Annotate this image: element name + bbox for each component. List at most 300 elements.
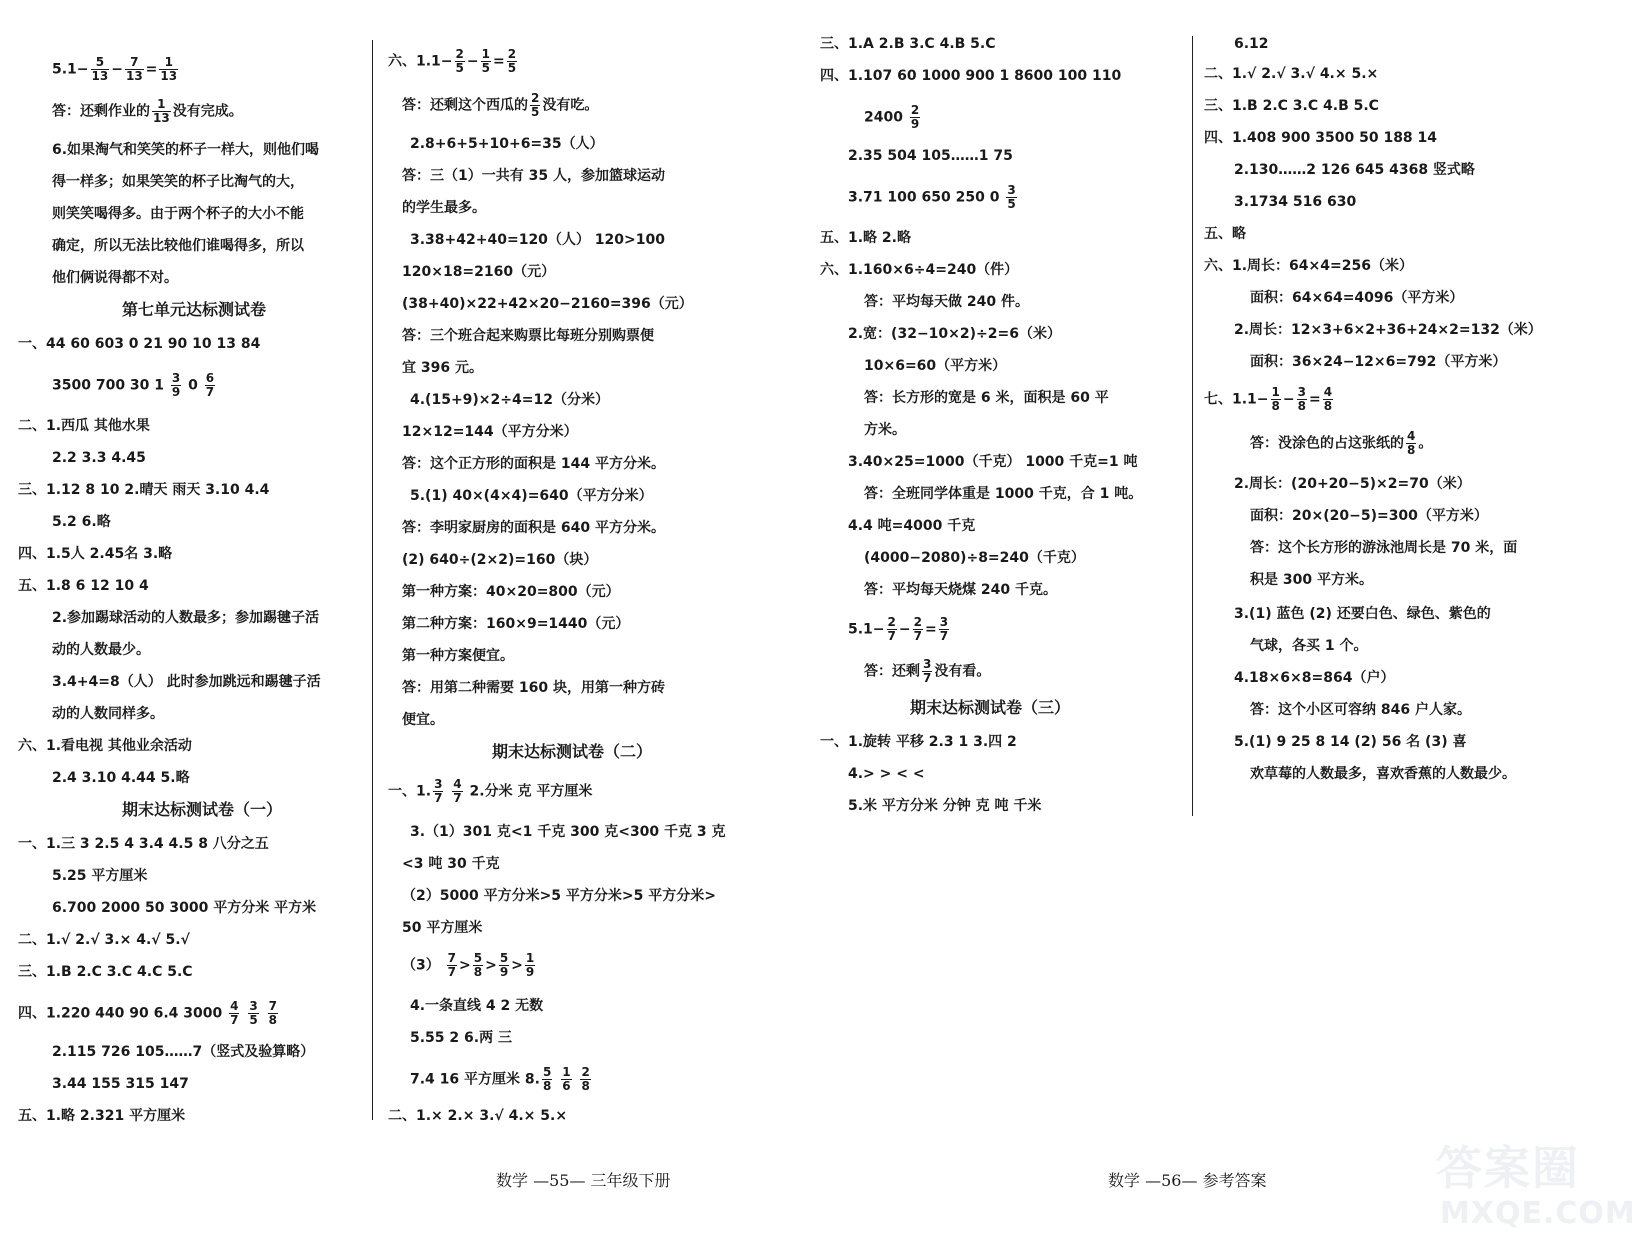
answer-text: 六、1.1− <box>388 53 453 70</box>
answer-line <box>402 422 578 442</box>
fraction <box>910 104 920 131</box>
answer-line <box>1204 256 1413 276</box>
answer-line <box>864 548 1085 568</box>
fraction <box>1323 386 1333 413</box>
watermark <box>1436 1132 1636 1238</box>
answer-text: 五、1.略 2.321 平方厘米 <box>18 1108 186 1124</box>
fraction <box>447 952 457 979</box>
answer-text: 2.130……2 126 645 4368 竖式略 <box>1234 162 1475 178</box>
answer-text: − <box>1282 391 1295 408</box>
answer-text: 3.4+4=8（人） 此时参加跳远和踢毽子活 <box>52 674 321 690</box>
answer-line <box>402 952 537 979</box>
answer-line <box>1234 192 1356 212</box>
answer-text: 3.44 155 315 147 <box>52 1076 189 1092</box>
fraction-numerator: 3 <box>923 657 932 671</box>
fraction <box>922 658 932 685</box>
fraction-denominator: 5 <box>507 61 517 75</box>
answer-text: 四、1.5人 2.45名 3.略 <box>18 546 173 562</box>
answer-text: 面积：64×64=4096（平方米） <box>1250 290 1464 306</box>
answer-text: 3.(1) 蓝色 (2) 还要白色、绿色、紫色的 <box>1234 606 1491 622</box>
fraction-numerator: 3 <box>249 999 258 1013</box>
answer-line <box>1204 224 1246 244</box>
fraction <box>887 616 897 643</box>
answer-text: 期末达标测试卷（二） <box>492 742 653 761</box>
answer-text: − <box>898 621 911 638</box>
answer-text: − <box>466 53 479 70</box>
answer-text: 三、1.12 8 10 2.晴天 雨天 3.10 4.4 <box>18 482 270 498</box>
answer-line <box>848 146 1013 166</box>
fraction-denominator: 8 <box>1271 399 1280 413</box>
fraction-denominator: 9 <box>910 117 920 131</box>
answer-line <box>52 98 243 125</box>
answer-line <box>52 372 217 399</box>
answer-line <box>820 260 1018 280</box>
answer-line <box>848 616 951 643</box>
answer-text: 3.71 100 650 250 0 <box>848 189 1005 206</box>
answer-text: 5.1− <box>848 621 885 638</box>
answer-text: 一、1.三 3 2.5 4 3.4 4.5 8 八分之五 <box>18 836 269 852</box>
answer-text: 答：长方形的宽是 6 米，面积是 60 平 <box>864 390 1109 406</box>
fraction-numerator: 2 <box>455 47 464 61</box>
answer-text <box>445 784 450 800</box>
answer-line <box>1234 474 1471 494</box>
section-title <box>122 300 266 320</box>
answer-text: 5.2 6.略 <box>52 514 111 530</box>
answer-text: > <box>485 957 497 974</box>
answer-line <box>18 416 150 436</box>
fraction-denominator: 8 <box>473 965 483 979</box>
answer-line <box>402 198 486 218</box>
answer-text: = <box>492 53 505 70</box>
answer-line <box>864 580 1057 600</box>
answer-text: 没有完成。 <box>172 103 243 120</box>
answer-text: 二、1.西瓜 其他水果 <box>18 418 150 434</box>
answer-text: 答：还剩这个西瓜的 <box>402 97 528 114</box>
answer-text: 7.4 16 平方厘米 8. <box>410 1071 540 1088</box>
answer-line <box>848 184 1019 211</box>
answer-line <box>402 918 482 938</box>
footer-left: 数学 —55— 三年级下册 <box>496 1171 671 1190</box>
fraction <box>248 1000 258 1027</box>
answer-line <box>18 1000 280 1027</box>
fraction-denominator: 5 <box>531 105 540 119</box>
answer-line <box>864 292 1029 312</box>
answer-text: 动的人数同样多。 <box>52 706 164 722</box>
fraction-denominator: 13 <box>153 111 170 125</box>
answer-text: 面积：36×24−12×6=792（平方米） <box>1250 354 1507 370</box>
answer-text: 3.38+42+40=120（人） 120>100 <box>410 232 665 248</box>
answer-text: 第一种方案：40×20=800（元） <box>402 584 620 600</box>
answer-text: 4.18×6×8=864（户） <box>1234 670 1395 686</box>
answer-text: 宜 396 元。 <box>402 360 483 376</box>
answer-line <box>402 646 514 666</box>
answer-text: 5.(1) 40×(4×4)=640（平方分米） <box>410 488 653 504</box>
fraction-numerator: 1 <box>1271 385 1280 399</box>
answer-text: <3 吨 30 千克 <box>402 856 500 872</box>
answer-text: 四、1.408 900 3500 50 188 14 <box>1204 130 1438 146</box>
answer-line <box>402 92 598 119</box>
answer-text: = <box>1308 391 1321 408</box>
fraction-denominator: 7 <box>434 791 443 805</box>
answer-line <box>1250 764 1516 784</box>
fraction-numerator: 1 <box>159 56 178 70</box>
answer-line <box>848 796 1041 816</box>
fraction-denominator: 5 <box>481 61 490 75</box>
answer-text: 2.宽：(32−10×2)÷2=6（米） <box>848 326 1061 342</box>
fraction-numerator: 1 <box>525 951 535 965</box>
answer-line <box>1234 732 1466 752</box>
fraction <box>159 56 178 83</box>
answer-line <box>820 228 911 248</box>
answer-text: 确定，所以无法比较他们谁喝得多，所以 <box>52 238 304 254</box>
answer-line <box>1250 430 1432 457</box>
fraction-denominator: 7 <box>230 1013 239 1027</box>
answer-text: 三、1.B 2.C 3.C 4.C 5.C <box>18 964 193 980</box>
fraction-numerator: 4 <box>1407 429 1416 443</box>
answer-text: 六、1.160×6÷4=240（件） <box>820 262 1019 278</box>
answer-line <box>402 454 665 474</box>
fraction <box>530 92 540 119</box>
watermark-text: 答案圈 <box>1436 1141 1580 1195</box>
answer-text: 二、1.√ 2.√ 3.× 4.√ 5.√ <box>18 932 190 948</box>
answer-text: 0 <box>183 377 203 394</box>
fraction-numerator: 7 <box>447 951 456 965</box>
answer-text: 5.55 2 6.两 三 <box>410 1030 512 1046</box>
answer-text: 答：用第二种需要 160 块，用第一种方砖 <box>402 680 665 696</box>
answer-line <box>402 854 500 874</box>
answer-line <box>52 140 319 160</box>
answer-line <box>864 104 922 131</box>
fraction-numerator: 1 <box>152 98 171 112</box>
answer-text: 5.米 平方分米 分钟 克 吨 千米 <box>848 798 1042 814</box>
fraction-denominator: 5 <box>1007 197 1016 211</box>
answer-line <box>848 764 925 784</box>
answer-text: 五、略 <box>1204 226 1246 242</box>
answer-text: 他们俩说得都不对。 <box>52 270 178 286</box>
answer-text: 3.（1）301 克<1 千克 300 克<300 千克 3 克 <box>410 824 726 840</box>
answer-text: 2.周长：12×3+6×2+36+24×2=132（米） <box>1234 322 1542 338</box>
answer-text: 3500 700 30 1 <box>52 377 169 394</box>
fraction-denominator: 7 <box>453 791 462 805</box>
answer-text: 一、1. <box>388 783 432 800</box>
answer-text: > <box>458 957 471 974</box>
answer-text: 欢草莓的人数最多，喜欢香蕉的人数最少。 <box>1250 766 1516 782</box>
answer-line <box>52 236 304 256</box>
answer-line <box>848 324 1061 344</box>
answer-line <box>52 268 178 288</box>
fraction <box>91 56 110 83</box>
answer-line <box>820 34 996 54</box>
answer-text: 没有看。 <box>934 663 991 680</box>
footer-right: 数学 —56— 参考答案 <box>1108 1171 1267 1190</box>
fraction-numerator: 2 <box>910 103 920 117</box>
fraction-denominator: 7 <box>923 671 932 685</box>
answer-text: 三、1.A 2.B 3.C 4.B 5.C <box>820 36 996 52</box>
answer-text: 气球，各买 1 个。 <box>1250 638 1368 654</box>
answer-text: 动的人数最少。 <box>52 642 150 658</box>
answer-line <box>402 886 716 906</box>
fraction-numerator: 5 <box>499 951 509 965</box>
fraction-denominator: 13 <box>125 69 143 83</box>
answer-text <box>261 1006 266 1022</box>
fraction-numerator: 3 <box>171 371 181 385</box>
answer-line <box>18 736 192 756</box>
answer-text: 第一种方案便宜。 <box>402 648 514 664</box>
section-title <box>492 742 652 762</box>
fraction-denominator: 8 <box>268 1013 277 1027</box>
fraction <box>268 1000 278 1027</box>
fraction <box>1297 386 1307 413</box>
answer-text: 没有吃。 <box>542 97 599 114</box>
answer-text: 4.> > < < <box>848 766 925 782</box>
answer-line <box>388 1106 567 1126</box>
fraction <box>171 372 181 399</box>
watermark-url: MXQE.COM <box>1440 1196 1636 1231</box>
answer-text: 第七单元达标测试卷 <box>122 300 267 319</box>
answer-line <box>848 516 975 536</box>
answer-line <box>1234 34 1269 54</box>
answer-text: = <box>924 621 937 638</box>
answer-text: 期末达标测试卷（三） <box>910 698 1071 717</box>
answer-text: 期末达标测试卷（一） <box>122 800 283 819</box>
fraction-denominator: 6 <box>562 1079 571 1093</box>
answer-line <box>1250 506 1488 526</box>
fraction <box>499 952 509 979</box>
fraction <box>561 1066 571 1093</box>
answer-text: 答：平均每天烧煤 240 千克。 <box>864 582 1057 598</box>
answer-text: 3.1734 516 630 <box>1234 194 1357 210</box>
answer-text: 方米。 <box>864 422 906 438</box>
answer-text: 便宜。 <box>402 712 444 728</box>
answer-line <box>1250 570 1373 590</box>
answer-line <box>402 550 597 570</box>
answer-line <box>18 576 149 596</box>
answer-line <box>52 204 304 224</box>
answer-line <box>864 356 1006 376</box>
answer-text: 2400 <box>864 109 908 126</box>
answer-line <box>52 608 319 628</box>
answer-line <box>388 48 519 75</box>
answer-line <box>410 996 543 1016</box>
answer-text: 六、1.周长：64×4=256（米） <box>1204 258 1413 274</box>
answer-line <box>402 582 620 602</box>
answer-text <box>574 1072 579 1088</box>
answer-line <box>1234 320 1542 340</box>
answer-text: 答：这个长方形的游泳池周长是 70 米，面 <box>1250 540 1518 556</box>
answer-line <box>52 768 190 788</box>
answer-text: 12×12=144（平方分米） <box>402 424 578 440</box>
answer-line <box>848 452 1138 472</box>
answer-line <box>52 56 180 83</box>
answer-line <box>1250 700 1471 720</box>
fraction <box>473 952 483 979</box>
fraction-numerator: 3 <box>939 615 949 629</box>
answer-text: 2.8+6+5+10+6=35（人） <box>410 136 604 152</box>
answer-text: (38+40)×22+42×20−2160=396（元） <box>402 296 693 312</box>
answer-text: > <box>511 957 523 974</box>
answer-line <box>402 166 665 186</box>
answer-text: 2.参加踢球活动的人数最多；参加踢毽子活 <box>52 610 320 626</box>
answer-text: 一、44 60 603 0 21 90 10 13 84 <box>18 336 261 352</box>
fraction-denominator: 7 <box>939 629 949 643</box>
answer-line <box>18 930 190 950</box>
answer-line <box>402 614 629 634</box>
answer-text: 2.分米 克 平方厘米 <box>464 783 593 800</box>
answer-text: 二、1.√ 2.√ 3.√ 4.× 5.× <box>1204 66 1379 82</box>
answer-text: 四、1.107 60 1000 900 1 8600 100 110 <box>820 68 1122 84</box>
fraction-numerator: 3 <box>1007 183 1016 197</box>
answer-line <box>864 484 1142 504</box>
answer-line <box>820 66 1121 86</box>
answer-line <box>402 518 665 538</box>
fraction-numerator: 1 <box>481 47 490 61</box>
answer-text: (2) 640÷(2×2)=160（块） <box>402 552 598 568</box>
answer-line <box>52 640 150 660</box>
answer-line <box>52 1042 314 1062</box>
answer-text: 二、1.× 2.× 3.√ 4.× 5.× <box>388 1108 568 1124</box>
fraction-denominator: 8 <box>542 1079 552 1093</box>
answer-line <box>18 962 193 982</box>
answer-line <box>410 822 726 842</box>
fraction-numerator: 6 <box>205 371 215 385</box>
answer-text: 答：这个正方形的面积是 144 平方分米。 <box>402 456 665 472</box>
answer-line <box>18 480 269 500</box>
answer-line <box>402 326 654 346</box>
answer-line <box>18 334 260 354</box>
answer-line <box>52 672 321 692</box>
answer-line <box>410 230 665 250</box>
answer-text: 的学生最多。 <box>402 200 486 216</box>
answer-text: − <box>111 61 123 78</box>
fraction-denominator: 8 <box>1297 399 1306 413</box>
fraction <box>542 1066 552 1093</box>
answer-line <box>402 710 444 730</box>
answer-text: 面积：20×(20−5)=300（平方米） <box>1250 508 1488 524</box>
fraction-numerator: 5 <box>473 951 483 965</box>
answer-text: 答：全班同学体重是 1000 千克，合 1 吨。 <box>864 486 1143 502</box>
answer-line <box>820 732 1017 752</box>
fraction-denominator: 8 <box>1407 443 1416 457</box>
answer-text: 50 平方厘米 <box>402 920 483 936</box>
fraction <box>913 616 923 643</box>
answer-line <box>52 866 147 886</box>
fraction-numerator: 2 <box>507 47 517 61</box>
fraction <box>125 56 144 83</box>
answer-text: 答：平均每天做 240 件。 <box>864 294 1029 310</box>
answer-text: 4.4 吨=4000 千克 <box>848 518 976 534</box>
answer-text: 七、1.1− <box>1204 391 1269 408</box>
fraction-numerator: 4 <box>1323 385 1333 399</box>
fraction-denominator: 13 <box>160 69 178 83</box>
answer-text: 一、1.旋转 平移 2.3 1 3.四 2 <box>820 734 1017 750</box>
answer-line <box>402 262 555 282</box>
fraction <box>1406 430 1416 457</box>
fraction-denominator: 9 <box>525 965 535 979</box>
answer-line <box>1204 128 1437 148</box>
fraction <box>525 952 535 979</box>
answer-text: 2.2 3.3 4.45 <box>52 450 146 466</box>
answer-text: 五、1.略 2.略 <box>820 230 911 246</box>
answer-text: 4.一条直线 4 2 无数 <box>410 998 544 1014</box>
answer-text: 答：这个小区可容纳 846 户人家。 <box>1250 702 1471 718</box>
answer-text: (4000−2080)÷8=240（千克） <box>864 550 1085 566</box>
answer-line <box>410 1028 512 1048</box>
answer-line <box>1250 288 1463 308</box>
fraction-denominator: 5 <box>249 1013 258 1027</box>
fraction-numerator: 3 <box>434 777 443 791</box>
answer-text: 五、1.8 6 12 10 4 <box>18 578 149 594</box>
answer-text: 3.40×25=1000（千克） 1000 千克=1 吨 <box>848 454 1138 470</box>
fraction <box>481 48 491 75</box>
fraction <box>580 1066 590 1093</box>
answer-text: （2）5000 平方分米>5 平方分米>5 平方分米> <box>402 888 717 904</box>
answer-text: 。 <box>1418 435 1433 452</box>
answer-text: 得一样多；如果笑笑的杯子比淘气的大， <box>52 174 304 190</box>
answer-line <box>402 358 483 378</box>
fraction <box>152 98 171 125</box>
answer-line <box>1250 636 1368 656</box>
answer-line <box>402 678 665 698</box>
fraction <box>1006 184 1016 211</box>
fraction <box>507 48 517 75</box>
answer-text: 6.如果淘气和笑笑的杯子一样大，则他们喝 <box>52 142 320 158</box>
section-title <box>910 698 1070 718</box>
fraction-denominator: 5 <box>455 61 464 75</box>
fraction-denominator: 7 <box>205 385 215 399</box>
answer-text: （3） <box>402 957 445 974</box>
fraction-numerator: 5 <box>542 1065 552 1079</box>
answer-line <box>1234 160 1475 180</box>
answer-text: 答：李明家厨房的面积是 640 平方分米。 <box>402 520 665 536</box>
answer-text <box>241 1006 246 1022</box>
answer-line <box>1250 538 1517 558</box>
fraction-numerator: 7 <box>268 999 277 1013</box>
answer-text: 六、1.看电视 其他业余活动 <box>18 738 192 754</box>
answer-text: 2.35 504 105……1 75 <box>848 148 1013 164</box>
answer-line <box>18 1106 185 1126</box>
fraction <box>205 372 215 399</box>
answer-line <box>410 390 609 410</box>
fraction-numerator: 2 <box>913 615 922 629</box>
fraction <box>1271 386 1281 413</box>
answer-line <box>410 1066 593 1093</box>
fraction-numerator: 2 <box>581 1065 590 1079</box>
answer-text: 120×18=2160（元） <box>402 264 556 280</box>
fraction-denominator: 8 <box>1323 399 1333 413</box>
answer-line <box>52 448 146 468</box>
answer-text: 则笑笑喝得多。由于两个杯子的大小不能 <box>52 206 304 222</box>
answer-line <box>864 658 990 685</box>
answer-line <box>1204 386 1335 413</box>
fraction-numerator: 4 <box>230 999 239 1013</box>
answer-text: 2.周长：(20+20−5)×2=70（米） <box>1234 476 1471 492</box>
answer-text <box>554 1072 559 1088</box>
answer-line <box>52 1074 189 1094</box>
answer-text: 10×6=60（平方米） <box>864 358 1007 374</box>
answer-line <box>410 486 653 506</box>
answer-line <box>1204 64 1378 84</box>
fraction-numerator: 2 <box>887 615 896 629</box>
fraction-numerator: 5 <box>91 56 110 70</box>
answer-text: 5.1− <box>52 61 89 78</box>
fraction <box>939 616 949 643</box>
fraction-denominator: 13 <box>91 69 109 83</box>
answer-line <box>52 512 111 532</box>
answer-line <box>52 898 316 918</box>
fraction <box>229 1000 239 1027</box>
column-divider <box>1192 36 1193 816</box>
answer-line <box>402 294 693 314</box>
